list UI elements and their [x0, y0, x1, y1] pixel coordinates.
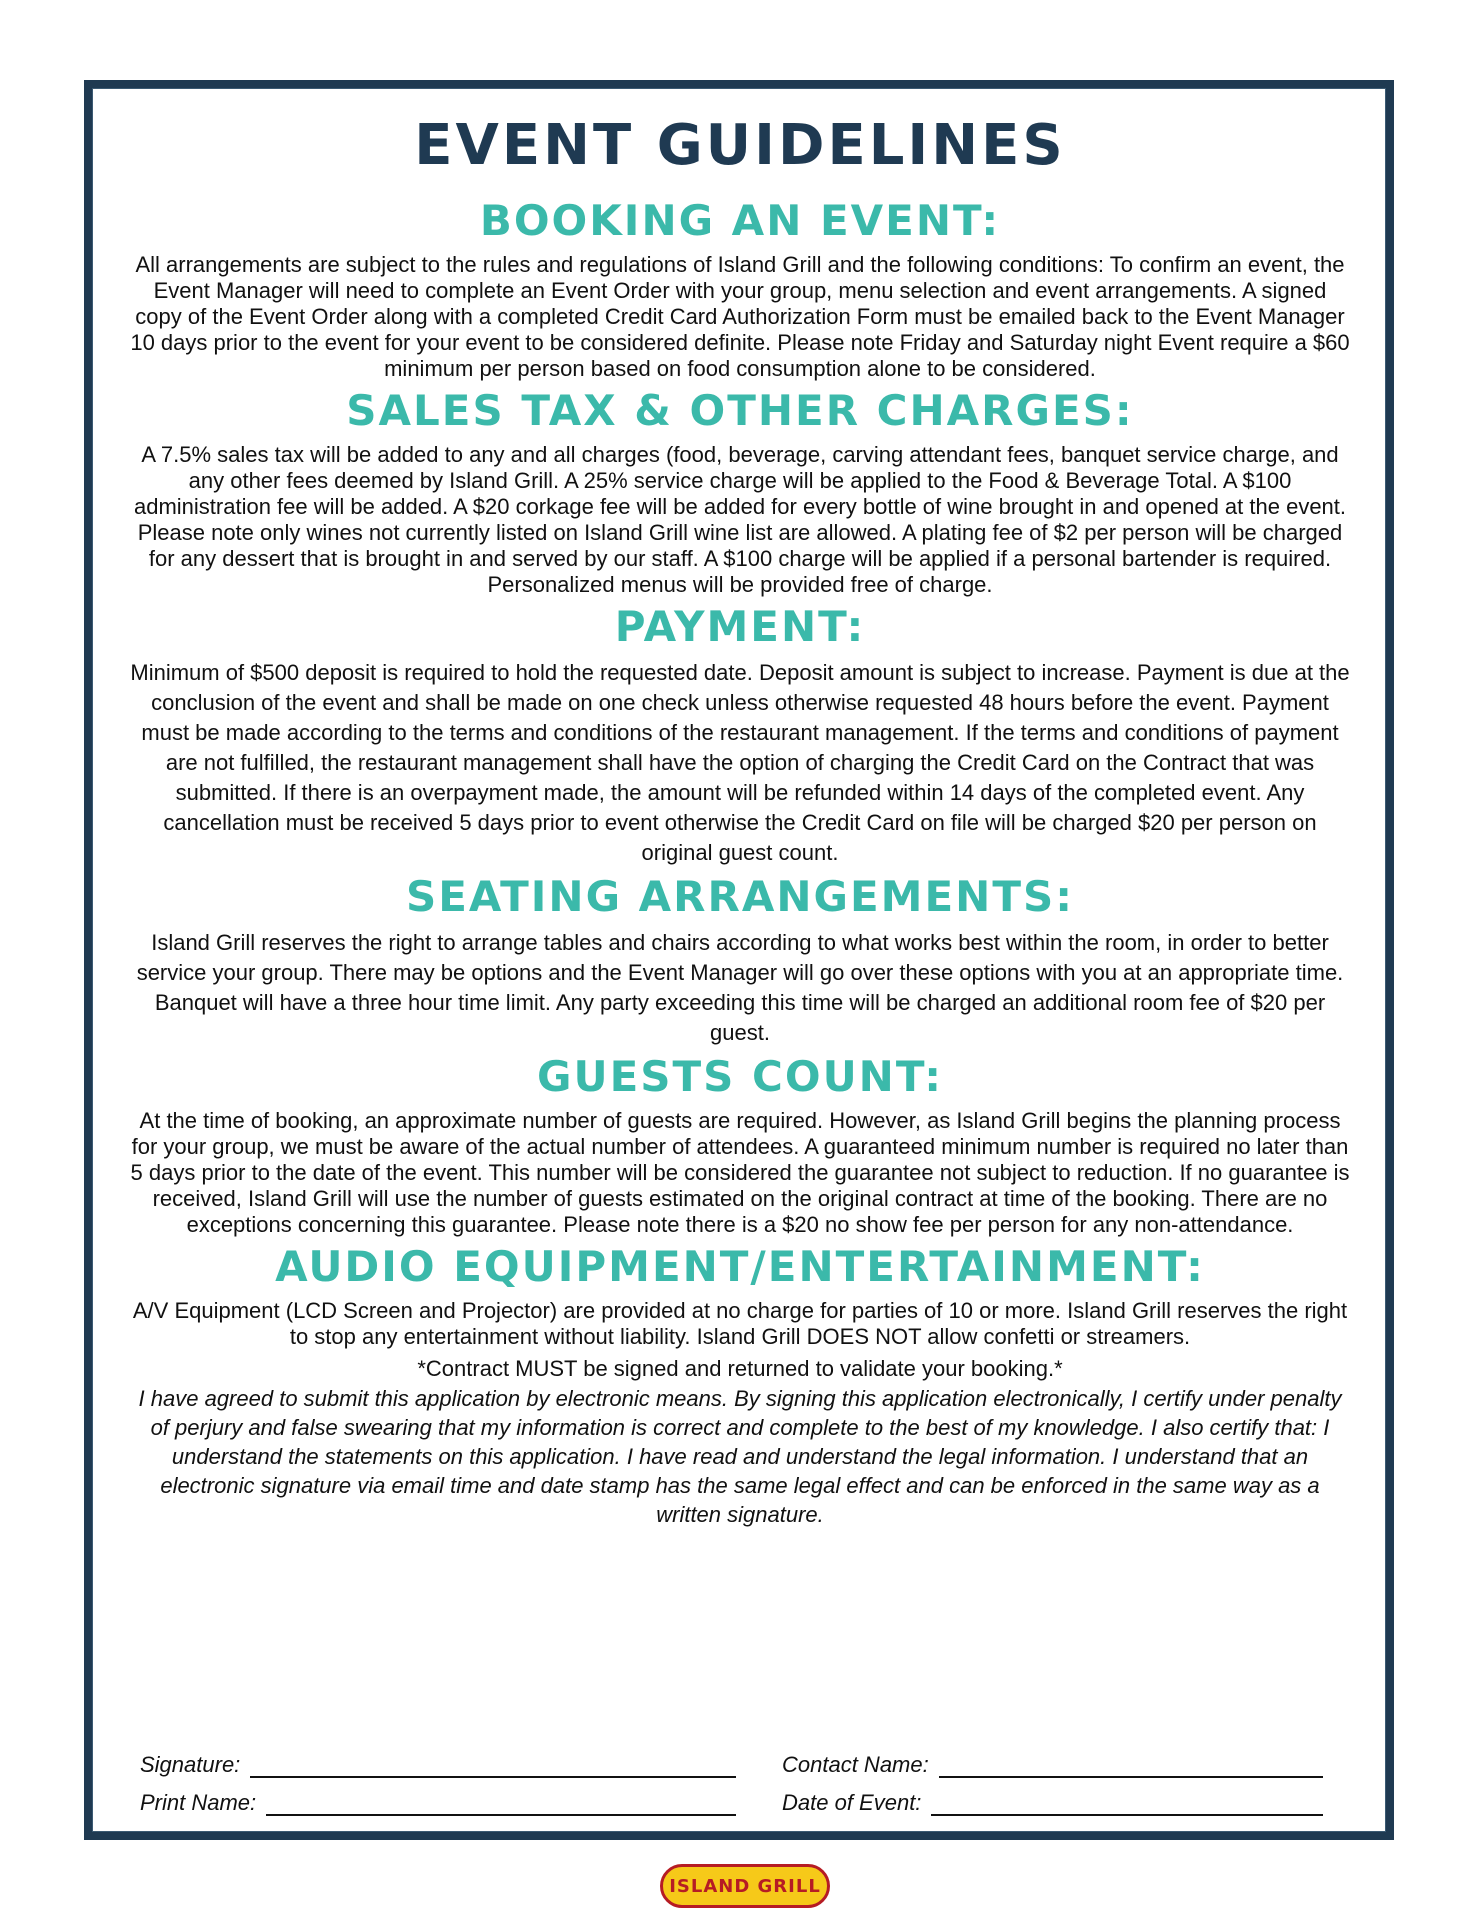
seating-text: Island Grill reserves the right to arrange tables and chairs according to what works best within the room, in order to better service your group. There may be options and the Event Manager will go over these options with you at an appropriate time. Banquet will have a three hour time limit. Any party exceeding this time will be charged an additional room fee of $20 per guest. — [136, 930, 1344, 1045]
audio-text: A/V Equipment (LCD Screen and Projector) are provided at no charge for parties of 10 or more. Island Grill reserves the right to stop any entertainment without liability. Island Grill DOES NOT allow confetti or streamers. — [132, 1298, 1348, 1349]
contact-name-line[interactable] — [939, 1758, 1323, 1778]
payment-heading: PAYMENT: — [614, 602, 866, 651]
signature-label: Signature: — [140, 1752, 241, 1777]
seating-heading: SEATING ARRANGEMENTS: — [405, 872, 1075, 921]
guests-text: At the time of booking, an approximate number of guests are required. However, as Island Grill begins the planning process for your group, we must be aware of the actual number of attendees. A guaranteed minimum number is required no later than 5 days prior to the date of the event. This number will be considered the guarantee not subject to reduction. If no guarantee is received, Island Grill will use the number of guests estimated on the original contract at time of the booking. There are no exceptions concerning this guarantee. Please note there is a $20 no show fee per person for any non-attendance. — [130, 1108, 1350, 1237]
logo-text: ISLAND GRILL — [669, 1875, 821, 1897]
date-of-event-field[interactable] — [782, 1790, 1323, 1816]
booking-text: All arrangements are subject to the rules and regulations of Island Grill and the following conditions: To confirm an event, the Event Manager will need to complete an Event Order with your group, menu selection and event arrangements. A signed copy of the Event Order along with a completed Credit Card Authorization Form must be emailed back to the Event Manager 10 days prior to the event for your event to be considered definite. Please note Friday and Saturday night Event require a $60 minimum per person based on food consumption alone to be considered. — [130, 252, 1350, 381]
page-title: EVENT GUIDELINES — [414, 113, 1066, 178]
contact-name-field[interactable] — [782, 1752, 1323, 1778]
sales-tax-text: A 7.5% sales tax will be added to any and all charges (food, beverage, carving attendant fees, banquet service charge, and any other fees deemed by Island Grill. A 25% service charge will be applied to the Food & Beverage Total. A $100 administration fee will be added. A $20 corkage fee will be added for every bottle of wine brought in and opened at the event. Please note only wines not currently listed on Island Grill wine list are allowed. A plating fee of $2 per person will be charged for any dessert that is brought in and served by our staff. A $100 charge will be applied if a personal bartender is required. Personalized menus will be provided free of charge. — [133, 442, 1347, 597]
audio-heading: AUDIO EQUIPMENT/ENTERTAINMENT: — [275, 1242, 1205, 1291]
signature-field[interactable] — [140, 1752, 736, 1778]
print-name-field[interactable] — [140, 1790, 736, 1816]
guests-heading: GUESTS COUNT: — [537, 1052, 943, 1101]
signature-line[interactable] — [250, 1758, 736, 1778]
island-grill-logo — [660, 1864, 830, 1908]
guidelines-content — [130, 108, 1350, 1529]
booking-heading: BOOKING AN EVENT: — [479, 196, 1001, 245]
sales-tax-heading: SALES TAX & OTHER CHARGES: — [346, 386, 1134, 435]
date-of-event-line[interactable] — [931, 1796, 1323, 1816]
print-name-label: Print Name: — [140, 1790, 257, 1815]
contract-note: *Contract MUST be signed and returned to validate your booking.* — [417, 1356, 1063, 1381]
contact-name-label: Contact Name: — [782, 1752, 929, 1777]
date-of-event-label: Date of Event: — [782, 1790, 922, 1815]
print-name-line[interactable] — [266, 1796, 736, 1816]
payment-text: Minimum of $500 deposit is required to hold the requested date. Deposit amount is subject to increase. Payment is due at the conclusion of the event and shall be made on one check unless otherwise requested 48 hours before the event. Payment must be made according to the terms and conditions of the restaurant management. If the terms and conditions of payment are not fulfilled, the restaurant management shall have the option of charging the Credit Card on the Contract that was submitted. If there is an overpayment made, the amount will be refunded within 14 days of the completed event. Any cancellation must be received 5 days prior to event otherwise the Credit Card on file will be charged $20 per person on original guest count. — [130, 660, 1350, 865]
certification-text: I have agreed to submit this application by electronic means. By signing this application electronically, I certify under penalty of perjury and false swearing that my information is correct and complete to the best of my knowledge. I also certify that: I understand the statements on this application. I have read and understand the legal information. I understand that an electronic signature via email time and date stamp has the same legal effect and can be enforced in the same way as a written signature. — [138, 1386, 1342, 1527]
